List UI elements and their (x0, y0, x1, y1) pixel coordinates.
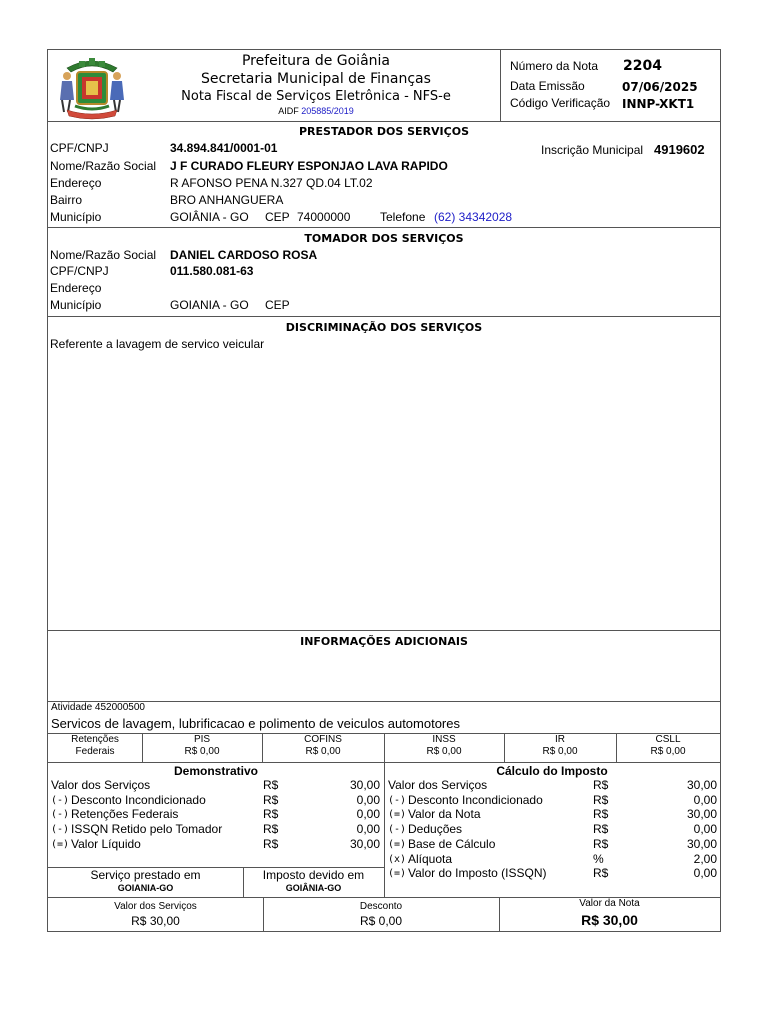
calculo-currency: R$ (593, 778, 609, 792)
calculo-value: 0,00 (693, 792, 717, 807)
calculo-operator: (-) (388, 794, 407, 806)
numero-value: 2204 (623, 58, 662, 74)
calculo-currency: R$ (593, 807, 609, 822)
tomador-municipio-value: GOIANIA - GO (170, 298, 249, 312)
demonstrativo-operator: (=) (51, 838, 70, 850)
prestador-nome-value: J F CURADO FLEURY ESPONJAO LAVA RAPIDO (170, 159, 448, 173)
demonstrativo-currency: R$ (263, 822, 279, 837)
retencoes-label-line2: Federais (75, 746, 115, 757)
prestador-municipio-value: GOIÂNIA - GO (170, 210, 249, 224)
tomador-nome-value: DANIEL CARDOSO ROSA (170, 248, 318, 262)
discriminacao-text: Referente a lavagem de servico veicular (50, 337, 265, 351)
calculo-title: Cálculo do Imposto (496, 764, 608, 778)
calculo-value: 0,00 (693, 822, 717, 837)
calculo-operator: (=) (388, 838, 407, 850)
demonstrativo-label: Valor Líquido (71, 836, 141, 851)
calculo-currency: R$ (593, 792, 609, 807)
calculo-value: 0,00 (693, 866, 717, 881)
aidf-value: 205885/2019 (301, 106, 354, 116)
inscricao-municipal-label: Inscrição Municipal (541, 143, 644, 157)
ir-label: IR (555, 734, 565, 745)
prestador-nome-label: Nome/Razão Social (50, 159, 157, 173)
city-logo (55, 54, 129, 120)
ir-cell (504, 734, 616, 758)
calculo-value: 30,00 (686, 778, 717, 792)
codigo-value: INNP-XKT1 (622, 97, 695, 111)
calculo-value: 2,00 (693, 851, 717, 866)
csll-label: CSLL (655, 734, 681, 745)
prestador-cep-label: CEP (265, 210, 290, 224)
demonstrativo-currency: R$ (263, 792, 279, 807)
secretaria-title: Secretaria Municipal de Finanças (201, 71, 431, 87)
cofins-label: COFINS (304, 734, 342, 745)
retencoes-label-line1: Retenções (71, 734, 119, 745)
demonstrativo-value: 30,00 (349, 778, 380, 792)
valor-nota-value: R$ 30,00 (581, 912, 638, 928)
atividade (51, 702, 145, 713)
demonstrativo-operator: (-) (51, 809, 70, 821)
atividade-label: Atividade (51, 702, 93, 713)
tomador-title: TOMADOR DOS SERVIÇOS (304, 232, 464, 245)
discriminacao-title: DISCRIMINAÇÃO DOS SERVIÇOS (285, 321, 483, 334)
tomador-cpf-value: 011.580.081-63 (170, 264, 254, 278)
cofins-value: R$ 0,00 (305, 746, 341, 757)
tomador-endereco-label: Endereço (50, 281, 102, 295)
demonstrativo-operator: (-) (51, 794, 70, 806)
tomador-cep-label: CEP (265, 298, 290, 312)
data-emissao-value: 07/06/2025 (622, 80, 698, 94)
csll-cell (616, 734, 720, 758)
prestador-municipio-label: Município (50, 210, 102, 224)
demonstrativo-currency: R$ (263, 807, 279, 822)
city-hall-title: Prefeitura de Goiânia (241, 53, 390, 69)
inss-label: INSS (432, 734, 456, 745)
prestador-endereco-label: Endereço (50, 176, 102, 190)
calculo-currency: % (593, 851, 604, 866)
codigo-label: Código Verificação (510, 96, 611, 110)
prestador-endereco-value: R AFONSO PENA N.327 QD.04 LT.02 (170, 176, 373, 190)
calculo-label: Valor do Imposto (ISSQN) (408, 866, 547, 881)
atividade-description: Servicos de lavagem, lubrificacao e polimento de veiculos automotores (51, 716, 460, 731)
cofins-cell (262, 734, 384, 758)
prestador-cep-value: 74000000 (297, 210, 351, 224)
calculo-label: Valor dos Serviços (388, 778, 488, 792)
numero-label: Número da Nota (510, 59, 599, 73)
demonstrativo-value: 0,00 (356, 792, 380, 807)
aidf-label: AIDF (278, 106, 299, 116)
imposto-devido-label: Imposto devido em (262, 868, 365, 882)
demonstrativo-label: Desconto Incondicionado (71, 792, 206, 807)
demonstrativo-label: ISSQN Retido pelo Tomador (71, 822, 223, 837)
demonstrativo-currency: R$ (263, 836, 279, 851)
nfse-title: Nota Fiscal de Serviços Eletrônica - NFS-e (181, 89, 451, 104)
aidf (138, 106, 494, 116)
pis-value: R$ 0,00 (184, 746, 220, 757)
demonstrativo-operator: (-) (51, 824, 70, 836)
demonstrativo-title: Demonstrativo (173, 764, 259, 778)
servico-prestado-label: Serviço prestado em (90, 868, 201, 882)
nfse-document (47, 49, 721, 932)
calculo-label: Desconto Incondicionado (408, 792, 543, 807)
prestador-telefone-label: Telefone (380, 210, 426, 224)
data-emissao-label: Data Emissão (510, 79, 585, 93)
demonstrativo-value: 0,00 (356, 807, 380, 822)
calculo-currency: R$ (593, 866, 609, 881)
calculo-currency: R$ (593, 836, 609, 851)
calculo-operator: (=) (388, 809, 407, 821)
prestador-title: PRESTADOR DOS SERVIÇOS (298, 125, 469, 138)
tomador-municipio-label: Município (50, 298, 102, 312)
prestador-cpf-label: CPF/CNPJ (50, 141, 109, 155)
tomador-nome-label: Nome/Razão Social (50, 248, 157, 262)
inss-value: R$ 0,00 (426, 746, 462, 757)
total-desconto-label: Desconto (359, 901, 403, 912)
calculo-operator: (x) (388, 853, 407, 865)
demonstrativo-currency: R$ (263, 778, 279, 792)
calculo-operator: (-) (388, 824, 407, 836)
calculo-label: Deduções (408, 822, 463, 837)
calculo-operator: (=) (388, 868, 407, 880)
calculo-label: Base de Cálculo (408, 836, 496, 851)
imposto-devido-value: GOIÂNIA-GO (285, 883, 342, 893)
atividade-code: 452000500 (94, 702, 145, 713)
prestador-telefone-value: (62) 34342028 (434, 210, 513, 224)
calculo-label: Valor da Nota (408, 807, 481, 822)
total-servicos-label: Valor dos Serviços (114, 901, 197, 912)
calculo-value: 30,00 (686, 836, 717, 851)
inscricao-municipal-value: 4919602 (654, 142, 705, 157)
prestador-bairro-label: Bairro (50, 193, 83, 207)
demonstrativo-value: 30,00 (349, 836, 380, 851)
prestador-bairro-value: BRO ANHANGUERA (170, 193, 284, 207)
ir-value: R$ 0,00 (542, 746, 578, 757)
demonstrativo-label: Retenções Federais (71, 807, 179, 822)
informacoes-title: INFORMAÇÕES ADICIONAIS (300, 635, 468, 648)
pis-label: PIS (193, 734, 211, 745)
calculo-currency: R$ (593, 822, 609, 837)
total-servicos-value: R$ 30,00 (131, 914, 180, 928)
retencoes-federais-label (48, 734, 142, 758)
prestador-cpf-value: 34.894.841/0001-01 (170, 141, 278, 155)
demonstrativo-label: Valor dos Serviços (51, 778, 151, 792)
pis-cell (142, 734, 262, 758)
tomador-cpf-label: CPF/CNPJ (50, 264, 109, 278)
total-desconto-value: R$ 0,00 (359, 914, 403, 928)
csll-value: R$ 0,00 (650, 746, 686, 757)
servico-prestado-value: GOIANIA-GO (117, 883, 174, 893)
coat-of-arms-icon (55, 54, 129, 120)
valor-nota-label: Valor da Nota (579, 898, 640, 909)
calculo-value: 30,00 (686, 807, 717, 822)
demonstrativo-value: 0,00 (356, 822, 380, 837)
inss-cell (384, 734, 504, 758)
calculo-label: Alíquota (408, 851, 453, 866)
